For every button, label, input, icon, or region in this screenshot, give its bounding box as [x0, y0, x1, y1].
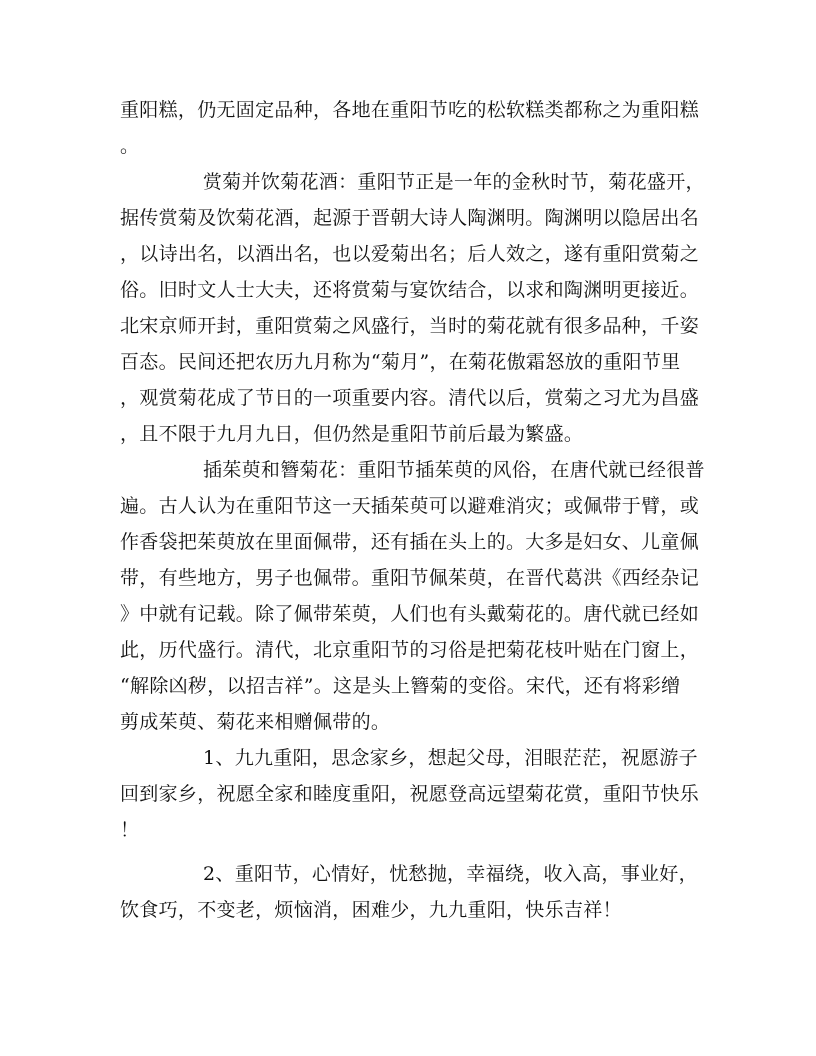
text-line: 。 [120, 135, 140, 157]
text-line: 北宋京师开封，重阳赏菊之风盛行，当时的菊花就有很多品种，千姿 [120, 315, 700, 337]
text-line: 据传赏菊及饮菊花酒，起源于晋朝大诗人陶渊明。陶渊明以隐居出名 [120, 207, 700, 229]
text-line: 带，有些地方，男子也佩带。重阳节佩茱萸，在晋代葛洪《西经杂记 [120, 567, 700, 589]
text-line: ，且不限于九月九日，但仍然是重阳节前后最为繁盛。 [120, 423, 584, 445]
text-line: ！ [120, 819, 140, 841]
text-line: 遍。古人认为在重阳节这一天插茱萸可以避难消灾；或佩带于臂，或 [120, 495, 700, 517]
text-line: 此，历代盛行。清代，北京重阳节的习俗是把菊花枝叶贴在门窗上， [120, 639, 700, 661]
text-line: 重阳糕，仍无固定品种，各地在重阳节吃的松软糕类都称之为重阳糕 [120, 99, 700, 121]
text-line: 》中就有记载。除了佩带茱萸，人们也有头戴菊花的。唐代就已经如 [120, 603, 700, 625]
text-line: ，观赏菊花成了节日的一项重要内容。清代以后，赏菊之习尤为昌盛 [120, 387, 700, 409]
text-line: “解除凶秽，以招吉祥”。这是头上簪菊的变俗。宋代，还有将彩缯 [120, 675, 681, 697]
paragraph-heading-dogwood: 插茱萸和簪菊花：重阳节插茱萸的风俗，在唐代就已经很普 [203, 459, 705, 481]
greeting-item-2: 2、重阳节，心情好，忧愁抛，幸福绕，收入高，事业好， [203, 863, 698, 885]
greeting-item-1: 1、九九重阳，思念家乡，想起父母，泪眼茫茫，祝愿游子 [203, 747, 698, 769]
text-line: 作香袋把茱萸放在里面佩带，还有插在头上的。大多是妇女、儿童佩 [120, 531, 700, 553]
paragraph-heading-chrysanthemum: 赏菊并饮菊花酒：重阳节正是一年的金秋时节，菊花盛开， [203, 171, 705, 193]
text-line: 饮食巧，不变老，烦恼消，困难少，九九重阳，快乐吉祥！ [120, 899, 622, 921]
text-line: 剪成茱萸、菊花来相赠佩带的。 [120, 711, 391, 733]
text-line: 俗。旧时文人士大夫，还将赏菊与宴饮结合，以求和陶渊明更接近。 [120, 279, 700, 301]
text-line: 百态。民间还把农历九月称为“菊月”，在菊花傲霜怒放的重阳节里 [120, 351, 681, 373]
text-line: 回到家乡，祝愿全家和睦度重阳，祝愿登高远望菊花赏，重阳节快乐 [120, 783, 700, 805]
text-line: ，以诗出名，以酒出名，也以爱菊出名；后人效之，遂有重阳赏菊之 [120, 243, 700, 265]
